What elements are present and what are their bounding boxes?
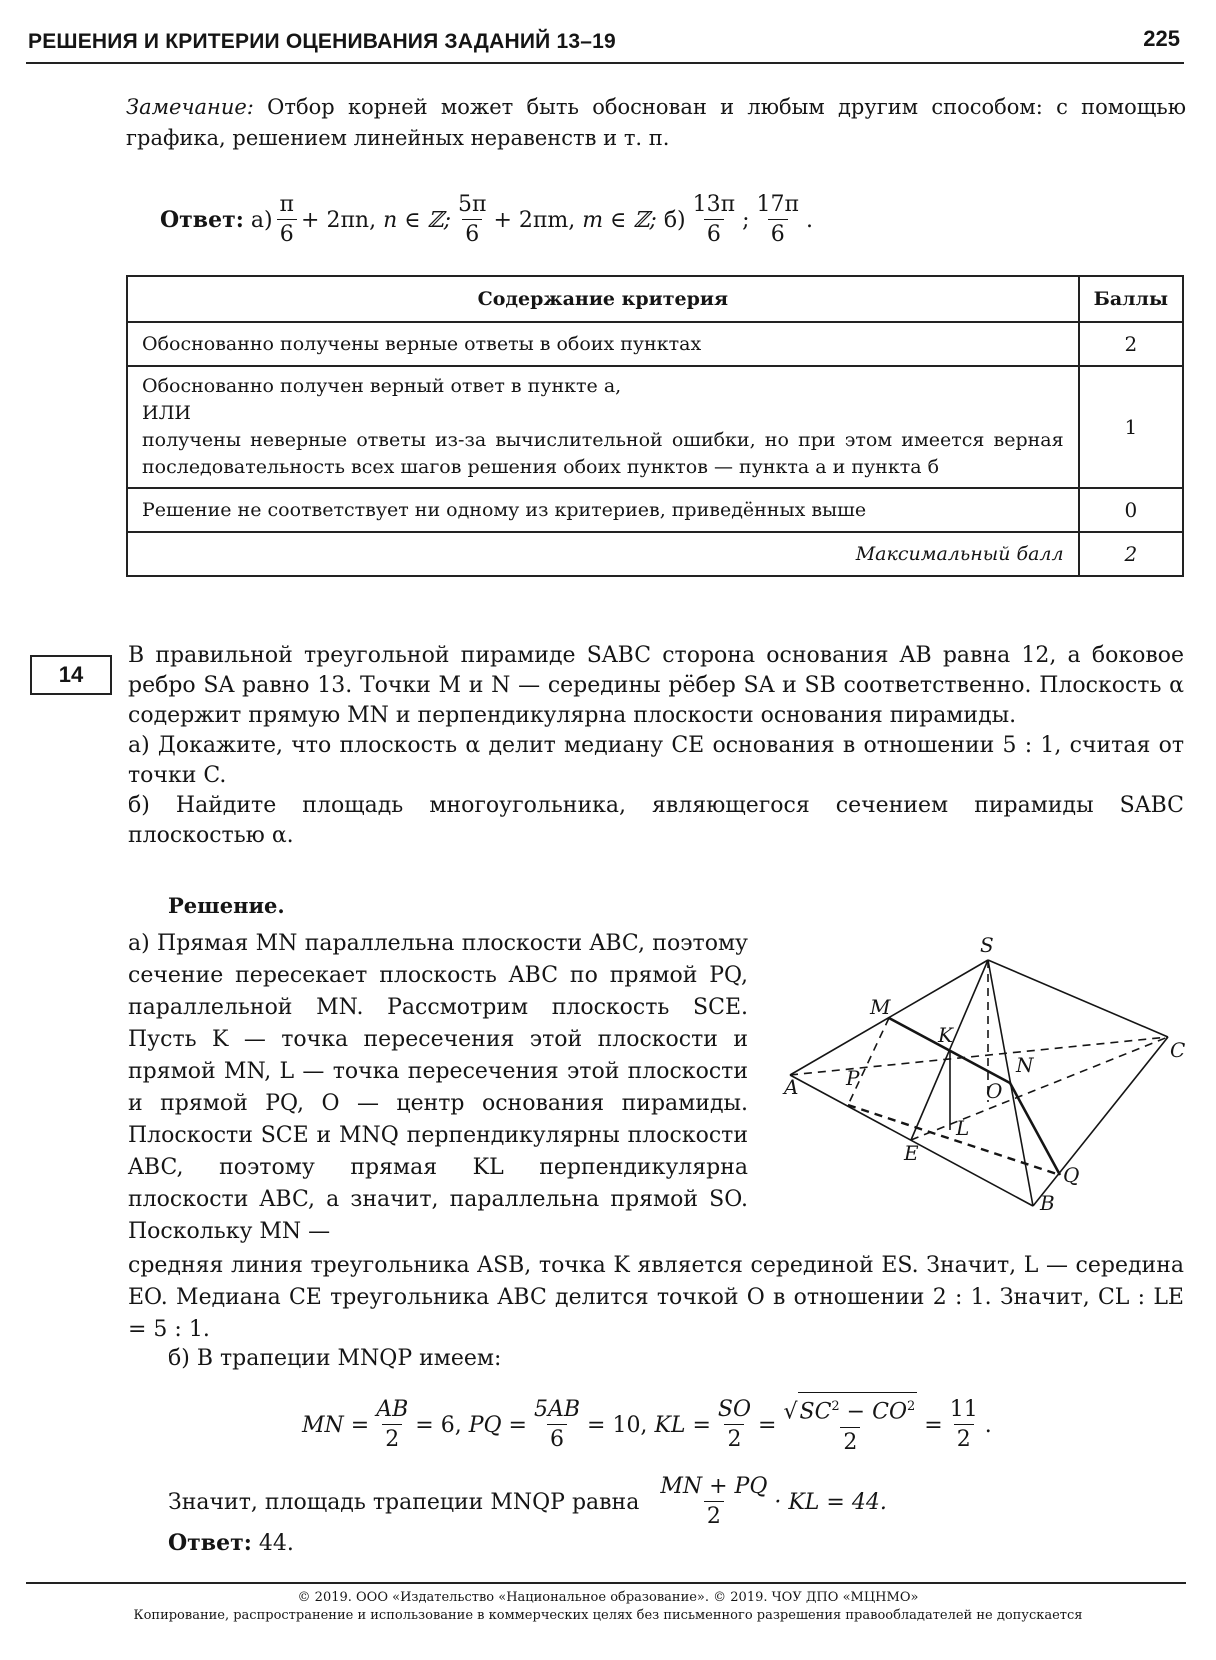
criterion-points: 0	[1079, 488, 1183, 532]
pyramid-figure	[770, 930, 1190, 1220]
label-c: C	[1170, 1038, 1186, 1062]
formula-eq10: = 10,	[587, 1412, 648, 1438]
fraction-denominator: 6	[547, 1424, 567, 1455]
fraction-13pi-6	[690, 191, 738, 250]
statement-part-b: б) Найдите площадь многоугольника, являющегося сечением пирамиды SABC плоскостью α.	[128, 793, 1184, 848]
fraction-denominator: 6	[768, 219, 788, 250]
final-answer-label: Ответ:	[168, 1530, 252, 1556]
label-o: O	[986, 1079, 1003, 1103]
footer-copyright: © 2019. ООО «Издательство «Национальное образование». © 2019. ЧОУ ДПО «МЦНМО»	[297, 1590, 919, 1605]
label-a: A	[784, 1075, 799, 1099]
fraction-denominator: 6	[462, 219, 482, 250]
fraction-denominator: 2	[382, 1424, 402, 1455]
minus-sign: −	[839, 1399, 873, 1425]
answer-separator: ;	[742, 207, 750, 233]
fraction-numerator: AB	[376, 1396, 409, 1422]
task-number-box: 14	[30, 655, 112, 695]
remark-text: Отбор корней может быть обоснован и любым другим способом: с помощью графика, решением линейных неравенств и т. п.	[126, 95, 1186, 150]
label-s: S	[980, 933, 994, 957]
remark-paragraph	[126, 92, 1186, 154]
edge-sc	[988, 960, 1168, 1037]
exponent: 2	[831, 1399, 840, 1415]
fraction-denominator: 6	[704, 219, 724, 250]
final-answer-value: 44.	[251, 1531, 294, 1556]
solution-part-b-intro: б) В трапеции MNQP имеем:	[168, 1346, 502, 1371]
header-points: Баллы	[1079, 276, 1183, 322]
fraction-so-2	[715, 1396, 754, 1455]
fraction-denominator: 2	[704, 1501, 724, 1532]
fraction-17pi-6	[754, 191, 802, 250]
answer-label: Ответ:	[160, 207, 244, 233]
criterion-points: 1	[1079, 366, 1183, 488]
label-m: M	[870, 995, 891, 1019]
table-row	[127, 488, 1183, 532]
answer-term1: + 2πn,	[301, 207, 377, 233]
label-e: E	[904, 1141, 919, 1165]
edge-bc	[1033, 1037, 1168, 1206]
criterion-line: ИЛИ	[142, 402, 191, 424]
label-l: L	[956, 1116, 970, 1140]
table-row	[127, 322, 1183, 366]
fraction-5ab-6	[531, 1396, 583, 1455]
table-row	[127, 532, 1183, 576]
fraction-5pi-6	[455, 191, 489, 250]
criterion-line: получены неверные ответы из-за вычислительной ошибки, но при этом имеется верная последовательность всех шагов решения обоих пунктов — пункта а и пункта б	[142, 429, 1064, 478]
remark-label: Замечание:	[126, 95, 254, 119]
fraction-numerator: SO	[717, 1396, 752, 1422]
area-tail: · KL = 44.	[774, 1489, 887, 1515]
criterion-text: Решение не соответствует ни одному из критериев, приведённых выше	[127, 488, 1079, 532]
header-rule	[26, 62, 1184, 64]
max-score-points: 2	[1079, 532, 1183, 576]
criteria-table	[126, 275, 1184, 577]
answer-end: .	[805, 207, 813, 233]
formula-pq: PQ =	[468, 1412, 527, 1438]
sqrt-radicand	[798, 1392, 918, 1426]
fraction-denominator: 2	[840, 1427, 860, 1458]
exponent: 2	[906, 1399, 916, 1415]
label-p: P	[846, 1066, 860, 1090]
radicand-co: CO	[872, 1399, 907, 1425]
fraction-sqrt	[780, 1392, 920, 1457]
label-q: Q	[1063, 1163, 1080, 1187]
fraction-pi-6	[277, 191, 297, 250]
final-answer	[168, 1530, 294, 1556]
radicand-sc: SC	[799, 1399, 832, 1425]
fraction-numerator: MN + PQ	[660, 1473, 768, 1499]
page-number: 225	[1143, 26, 1180, 51]
formula-mn: MN =	[302, 1412, 370, 1438]
segment-mp-hidden	[848, 1018, 889, 1105]
solution-part-a-2: средняя линия треугольника ASB, точка K является серединой ES. Значит, L — середина EO. Медиана CE треугольника ABC делится точкой O в отношении 2 : 1. Значит, CL : LE = 5 : 1.	[128, 1253, 1184, 1342]
label-k: K	[938, 1023, 953, 1047]
answer-13	[160, 188, 813, 252]
label-b: B	[1040, 1191, 1055, 1215]
criterion-line: Обоснованно получен верный ответ в пункте а,	[142, 375, 622, 397]
answer-cond1: n ∈ ℤ;	[383, 207, 451, 233]
fraction-denominator: 2	[954, 1424, 974, 1455]
fraction-numerator: 5AB	[533, 1396, 581, 1422]
formula-lengths	[302, 1380, 992, 1470]
fraction-numerator: 11	[949, 1396, 978, 1422]
fraction-denominator: 2	[724, 1424, 744, 1455]
fraction-denominator: 6	[277, 219, 297, 250]
criterion-text: Обоснованно получены верные ответы в обоих пунктах	[127, 322, 1079, 366]
task-statement	[128, 641, 1184, 851]
table-header-row	[127, 276, 1183, 322]
fraction-mn-pq-2	[657, 1473, 770, 1532]
label-n: N	[1016, 1053, 1034, 1077]
fraction-numerator: $√SC^2 - CO^2$	[780, 1392, 920, 1426]
answer-cond2: m ∈ ℤ;	[582, 207, 657, 233]
header-content: Содержание критерия	[127, 276, 1079, 322]
fraction-numerator: 17π	[756, 191, 799, 217]
answer-b-label: б)	[663, 207, 686, 233]
solution-title: Решение.	[168, 893, 285, 918]
fraction-ab-2	[373, 1396, 411, 1455]
answer-a-label: а)	[250, 207, 273, 233]
formula-eq-sign: =	[758, 1412, 777, 1438]
fraction-numerator: π	[279, 191, 295, 217]
footer-notice: Копирование, распространение и использование в коммерческих целях без письменного разрешения правообладателей не допускается	[133, 1608, 1083, 1623]
criterion-text	[127, 366, 1079, 488]
max-score-label: Максимальный балл	[127, 532, 1079, 576]
formula-eq6: = 6,	[415, 1412, 462, 1438]
statement-text: В правильной треугольной пирамиде SABC сторона основания AB равна 12, а боковое ребро SA равно 13. Точки M и N — середины рёбер SA и SB соответственно. Плоскость α содержит прямую MN и перпендикулярна плоскости основания пирамиды.	[128, 643, 1184, 728]
solution-part-a-1: а) Прямая MN параллельна плоскости ABC, поэтому сечение пересекает плоскость ABC по прямой PQ, параллельной MN. Рассмотрим плоскость SCE. Пусть K — точка пересечения этой плоскости и прямой MN, L — точка пересечения этой плоскости и прямой PQ, O — центр основания пирамиды. Плоскости SCE и MNQ перпендикулярны плоскости ABC, поэтому прямая KL перпендикулярна плоскости ABC, а значит, параллельна прямой SO. Поскольку MN —	[128, 931, 748, 1244]
area-text: Значит, площадь трапеции MNQP равна	[168, 1489, 640, 1515]
running-header: РЕШЕНИЯ И КРИТЕРИИ ОЦЕНИВАНИЯ ЗАДАНИЙ 13–19	[28, 30, 616, 53]
table-row	[127, 366, 1183, 488]
formula-eq-sign: =	[924, 1412, 943, 1438]
fraction-11-2	[947, 1396, 981, 1455]
criterion-points: 2	[1079, 322, 1183, 366]
fraction-numerator: 5π	[457, 191, 487, 217]
formula-dot: .	[984, 1412, 992, 1438]
footer-rule	[26, 1582, 1186, 1584]
answer-term2: + 2πm,	[493, 207, 576, 233]
fraction-numerator: 13π	[692, 191, 736, 217]
statement-part-a: а) Докажите, что плоскость α делит медиану CE основания в отношении 5 : 1, считая от точки C.	[128, 733, 1184, 788]
formula-kl: KL =	[654, 1412, 711, 1438]
